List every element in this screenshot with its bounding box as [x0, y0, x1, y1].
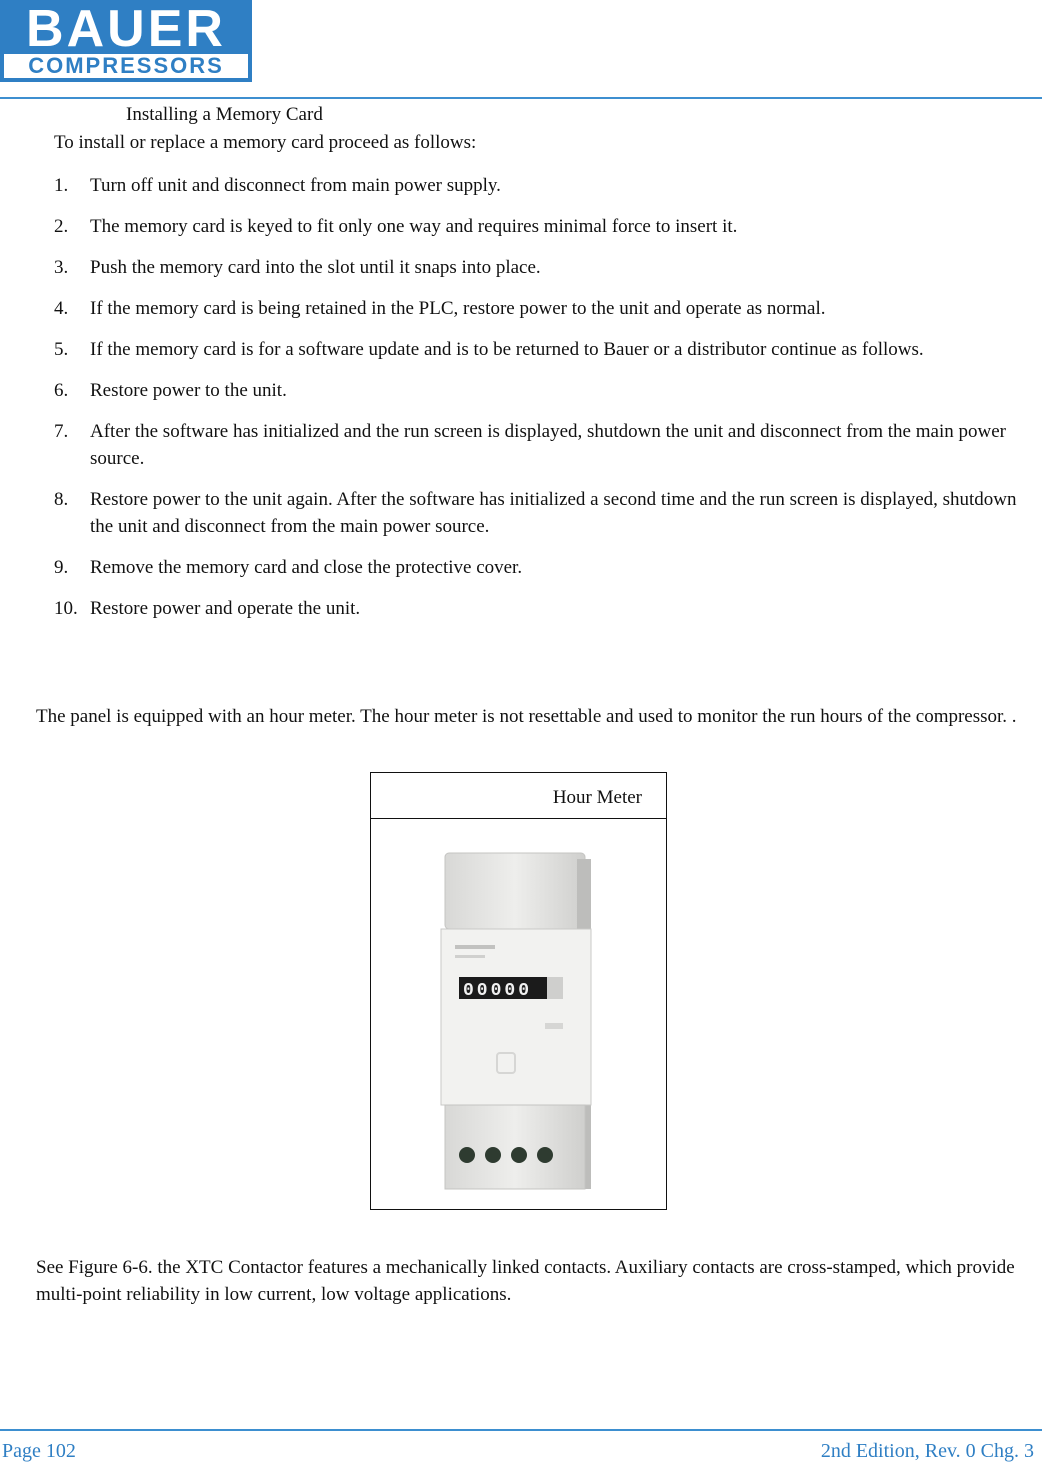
step-number: 9. — [54, 557, 69, 578]
step-text: Restore power and operate the unit. — [90, 598, 361, 619]
logo-brand-text: BAUER — [26, 0, 226, 58]
step-number: 5. — [54, 339, 69, 360]
edition-label: 2nd Edition, Rev. 0 Chg. 3 — [820, 1440, 1034, 1462]
step-text: Turn off unit and disconnect from main power supply. — [90, 175, 501, 196]
procedure-steps — [54, 172, 1039, 636]
list-item — [54, 172, 1039, 199]
step-number: 2. — [54, 216, 69, 237]
step-text: Push the memory card into the slot until it snaps into place. — [90, 257, 541, 278]
counter-digits: 00000 — [463, 981, 533, 1001]
page-number: Page 102 — [2, 1440, 76, 1462]
hour-meter-figure — [370, 772, 667, 1210]
step-number: 3. — [54, 257, 69, 278]
step-number: 8. — [54, 489, 69, 510]
step-number: 1. — [54, 175, 69, 196]
list-item — [54, 336, 1039, 363]
list-item — [54, 418, 1039, 472]
section-title: Installing a Memory Card — [126, 104, 323, 125]
footer-divider — [0, 1429, 1042, 1431]
hour-meter-paragraph: The panel is equipped with an hour meter. The hour meter is not resettable and used to monitor the run hours of the compressor. . — [36, 706, 1017, 727]
step-text: After the software has initialized and the run screen is displayed, shutdown the unit and disconnect from the main power source. — [90, 421, 1006, 469]
step-number: 4. — [54, 298, 69, 319]
intro-text: To install or replace a memory card proceed as follows: — [54, 132, 477, 153]
step-text: The memory card is keyed to fit only one way and requires minimal force to insert it. — [90, 216, 738, 237]
step-number: 10. — [54, 598, 78, 619]
step-text: If the memory card is being retained in the PLC, restore power to the unit and operate as normal. — [90, 298, 826, 319]
bauer-compressors-logo — [0, 0, 252, 82]
hour-meter-image — [437, 847, 599, 1193]
step-text: Remove the memory card and close the protective cover. — [90, 557, 523, 578]
step-text: Restore power to the unit. — [90, 380, 287, 401]
list-item — [54, 295, 1039, 322]
figure-caption: Hour Meter — [371, 773, 666, 819]
list-item — [54, 554, 1039, 581]
list-item — [54, 377, 1039, 404]
step-text: If the memory card is for a software update and is to be returned to Bauer or a distributor continue as follows. — [90, 339, 924, 360]
list-item — [54, 486, 1039, 540]
header-divider — [0, 97, 1042, 99]
list-item — [54, 254, 1039, 281]
list-item — [54, 213, 1039, 240]
contactor-paragraph: See Figure 6-6. the XTC Contactor features a mechanically linked contacts. Auxiliary contacts are cross-stamped, which provide multi-point reliability in low current, low voltage applications. — [36, 1257, 1015, 1305]
step-number: 6. — [54, 380, 69, 401]
list-item — [54, 595, 1039, 622]
step-text: Restore power to the unit again. After the software has initialized a second time and the run screen is displayed, shutdown the unit and disconnect from the main power source. — [90, 489, 1017, 537]
logo-subtitle-text: COMPRESSORS — [28, 53, 224, 78]
step-number: 7. — [54, 421, 69, 442]
